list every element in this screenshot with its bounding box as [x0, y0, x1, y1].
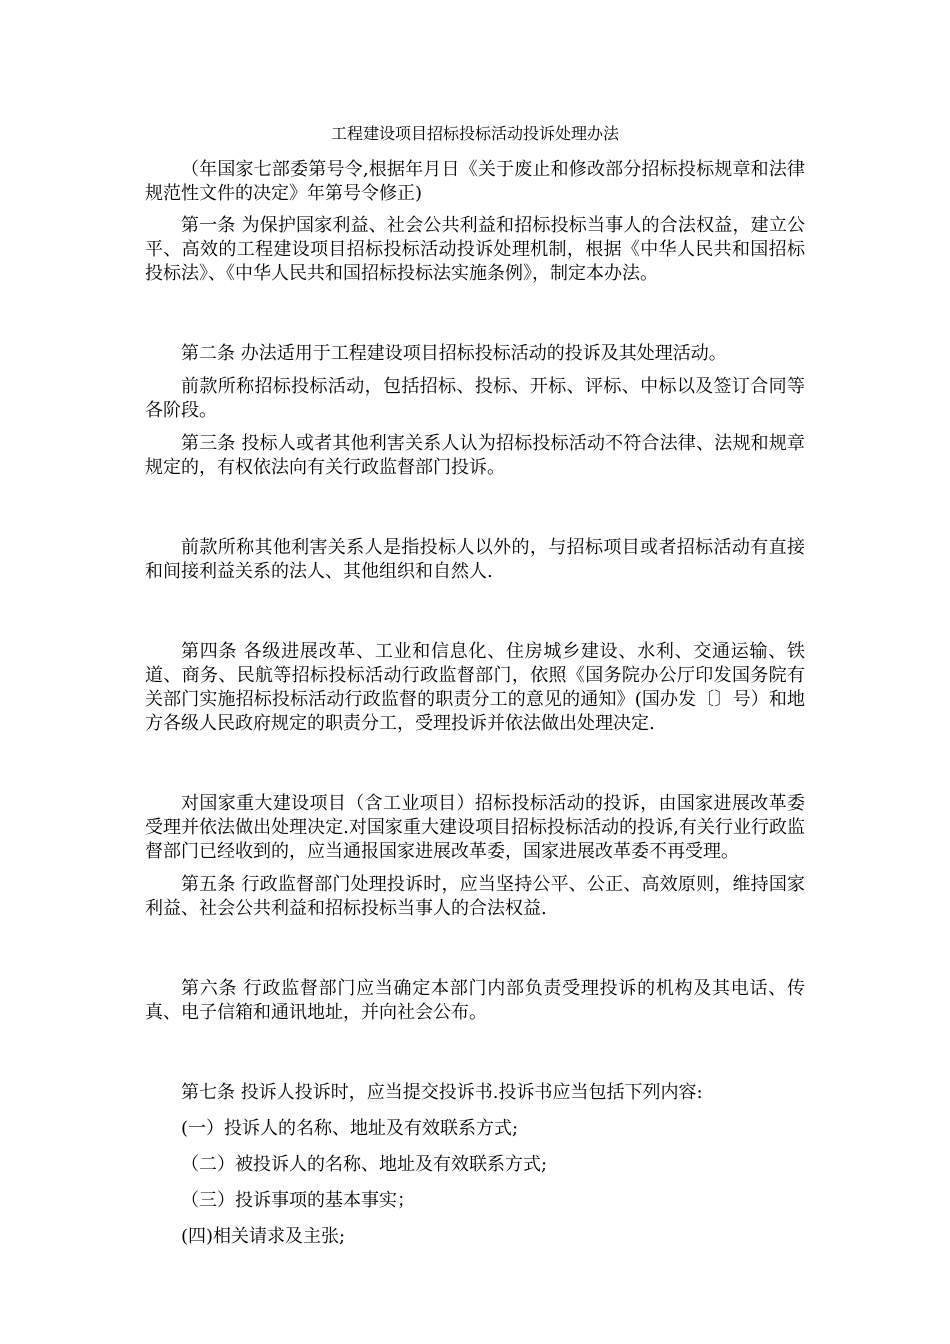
document-body [145, 158, 805, 1249]
paragraph-article-4-note: 对国家重大建设项目（含工业项目）招标投标活动的投诉，由国家进展改革委受理并依法做出处理决定.对国家重大建设项目招标投标活动的投诉,有关行业行政监督部门已经收到的，应当通报国家进展改革委，国家进展改革委不再受理。 [145, 793, 805, 862]
paragraph-article-7: 第七条 投诉人投诉时，应当提交投诉书.投诉书应当包括下列内容: [181, 1082, 703, 1103]
list-item: （三）投诉事项的基本事实； [181, 1190, 415, 1211]
list-item: (四)相关请求及主张; [181, 1226, 346, 1247]
document-title: 工程建设项目招标投标活动投诉处理办法 [330, 124, 619, 143]
list-item: (一）投诉人的名称、地址及有效联系方式; [181, 1118, 519, 1139]
paragraph-article-3-note: 前款所称其他利害关系人是指投标人以外的，与招标项目或者招标活动有直接和间接利益关系的法人、其他组织和自然人. [145, 537, 805, 582]
paragraph-article-3: 第三条 投标人或者其他利害关系人认为招标投标活动不符合法律、法规和规章规定的，有权依法向有关行政监督部门投诉。 [145, 433, 805, 478]
paragraph-article-4: 第四条 各级进展改革、工业和信息化、住房城乡建设、水利、交通运输、铁道、商务、民航等招标投标活动行政监督部门，依照《国务院办公厅印发国务院有关部门实施招标投标活动行政监督的职责分工的意见的通知》(国办发〔〕号）和地方各级人民政府规定的职责分工，受理投诉并依法做出处理决定. [145, 641, 805, 734]
paragraph-article-6: 第六条 行政监督部门应当确定本部门内部负责受理投诉的机构及其电话、传真、电子信箱和通讯地址，并向社会公布。 [145, 978, 805, 1023]
paragraph-article-2: 第二条 办法适用于工程建设项目招标投标活动的投诉及其处理活动。 [181, 343, 727, 364]
list-item: （二）被投诉人的名称、地址及有效联系方式; [181, 1154, 548, 1175]
paragraph-article-5: 第五条 行政监督部门处理投诉时，应当坚持公平、公正、高效原则，维持国家利益、社会公共利益和招标投标当事人的合法权益. [145, 874, 805, 919]
paragraph-preamble: （年国家七部委第号令,根据年月日《关于废止和修改部分招标投标规章和法律规范性文件的决定》年第号令修正) [145, 159, 805, 204]
paragraph-article-1: 第一条 为保护国家利益、社会公共利益和招标投标当事人的合法权益，建立公平、高效的工程建设项目招标投标活动投诉处理机制，根据《中华人民共和国招标投标法》、《中华人民共和国招标投标法实施条例》，制定本办法。 [145, 215, 805, 284]
paragraph-article-2-note: 前款所称招标投标活动，包括招标、投标、开标、评标、中标以及签订合同等各阶段。 [145, 376, 805, 421]
